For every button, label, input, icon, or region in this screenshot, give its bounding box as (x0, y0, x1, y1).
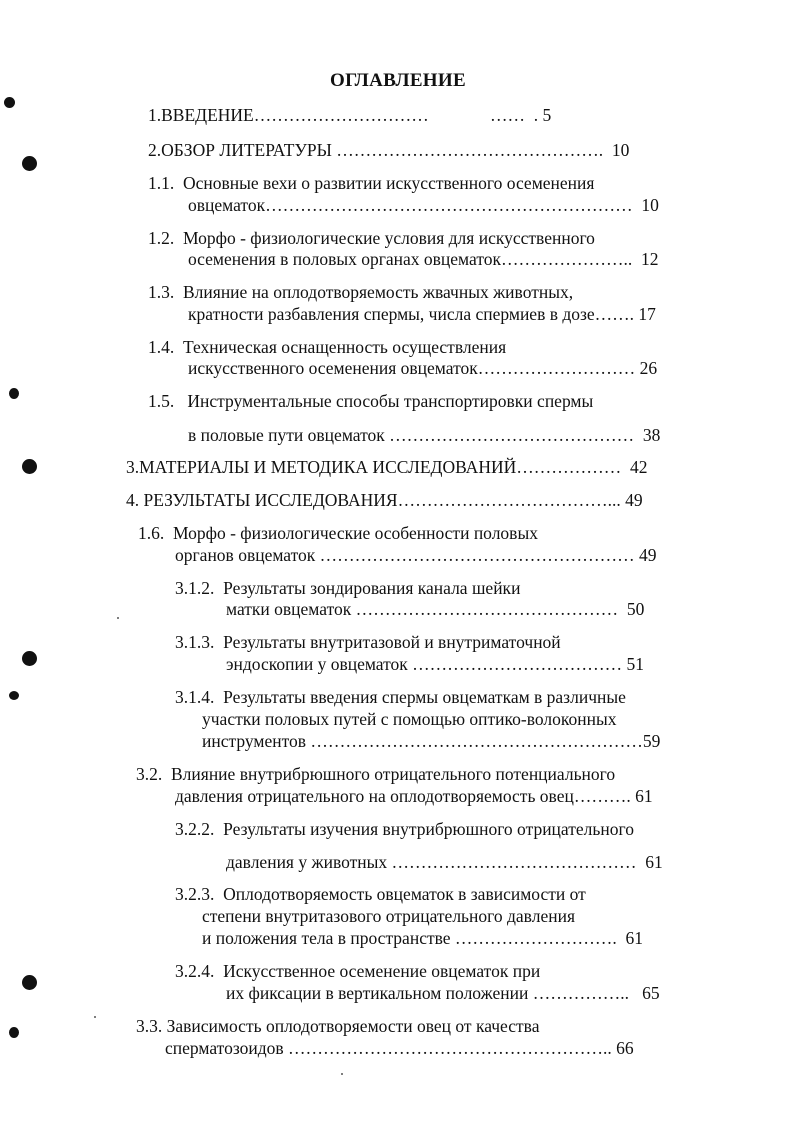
toc-entry: 3.1.2. Результаты зондирования канала шейки (175, 578, 521, 598)
toc-entry-continuation: осеменения в половых органах овцематок………………….. 12 (188, 249, 659, 269)
toc-entry: 1.ВВЕДЕНИЕ………………………… …… . 5 (148, 105, 552, 125)
toc-entry-continuation: матки овцематок ……………………………………… 50 (226, 599, 645, 619)
toc-entry-continuation: органов овцематок ……………………………………………… 49 (175, 545, 657, 565)
scan-speck (117, 617, 119, 619)
toc-entry-continuation: искусственного осеменения овцематок……………………… 26 (188, 358, 658, 378)
toc-entry: 1.2. Морфо - физиологические условия для искусственного (148, 228, 595, 248)
toc-entry-continuation: участки половых путей с помощью оптико-волоконных (202, 709, 617, 729)
toc-entry: 2.ОБЗОР ЛИТЕРАТУРЫ ………………………………………. 10 (148, 140, 630, 160)
toc-entry-continuation: кратности разбавления спермы, числа спермиев в дозе……. 17 (188, 304, 656, 324)
toc-entry-continuation: степени внутритазового отрицательного давления (202, 906, 575, 926)
punch-hole (22, 975, 37, 990)
toc-entry-continuation: овцематок……………………………………………………… 10 (188, 195, 659, 215)
toc-entry: 3.1.3. Результаты внутритазовой и внутриматочной (175, 632, 561, 652)
toc-entry-continuation: в половые пути овцематок …………………………………… 38 (188, 425, 661, 445)
page-title: ОГЛАВЛЕНИЕ (330, 70, 466, 91)
scan-speck (341, 1073, 343, 1075)
toc-entry-continuation: инструментов …………………………………………………59 (202, 731, 661, 751)
toc-entry: 1.1. Основные вехи о развитии искусственного осеменения (148, 173, 595, 193)
toc-entry: 3.2. Влияние внутрибрюшного отрицательного потенциального (136, 764, 616, 784)
toc-entry: 1.6. Морфо - физиологические особенности половых (138, 523, 538, 543)
toc-entry: 1.4. Техническая оснащенность осуществления (148, 337, 507, 357)
toc-entry: 4. РЕЗУЛЬТАТЫ ИССЛЕДОВАНИЯ………………………………... 49 (126, 490, 643, 510)
toc-entry: 1.3. Влияние на оплодотворяемость жвачных животных, (148, 282, 574, 302)
toc-entry-continuation: и положения тела в пространстве ………………………. 61 (202, 928, 644, 948)
toc-entry: 3.2.3. Оплодотворяемость овцематок в зависимости от (175, 884, 586, 904)
punch-hole (9, 1027, 19, 1038)
toc-entry: 3.3. Зависимость оплодотворяемости овец от качества (136, 1016, 540, 1036)
toc-entry: 3.МАТЕРИАЛЫ И МЕТОДИКА ИССЛЕДОВАНИЙ……………… 42 (126, 457, 648, 477)
toc-entry-continuation: эндоскопии у овцематок ……………………………… 51 (226, 654, 645, 674)
punch-hole (22, 156, 37, 171)
toc-entry: 3.2.4. Искусственное осеменение овцематок при (175, 961, 541, 981)
toc-entry: 1.5. Инструментальные способы транспортировки спермы (148, 391, 594, 411)
punch-hole (4, 97, 15, 108)
punch-hole (9, 388, 19, 399)
toc-entry-continuation: давления отрицательного на оплодотворяемость овец………. 61 (175, 786, 653, 806)
toc-entry-continuation: давления у животных …………………………………… 61 (226, 852, 663, 872)
toc-entry: 3.1.4. Результаты введения спермы овцематкам в различные (175, 687, 626, 707)
toc-entry-continuation: их фиксации в вертикальном положении …………….. 65 (226, 983, 660, 1003)
toc-entry-continuation: сперматозоидов ……………………………………………….. 66 (165, 1038, 634, 1058)
punch-hole (22, 459, 37, 474)
scan-speck (94, 1016, 96, 1018)
toc-entry: 3.2.2. Результаты изучения внутрибрюшного отрицательного (175, 819, 634, 839)
punch-hole (9, 691, 19, 700)
punch-hole (22, 651, 37, 666)
